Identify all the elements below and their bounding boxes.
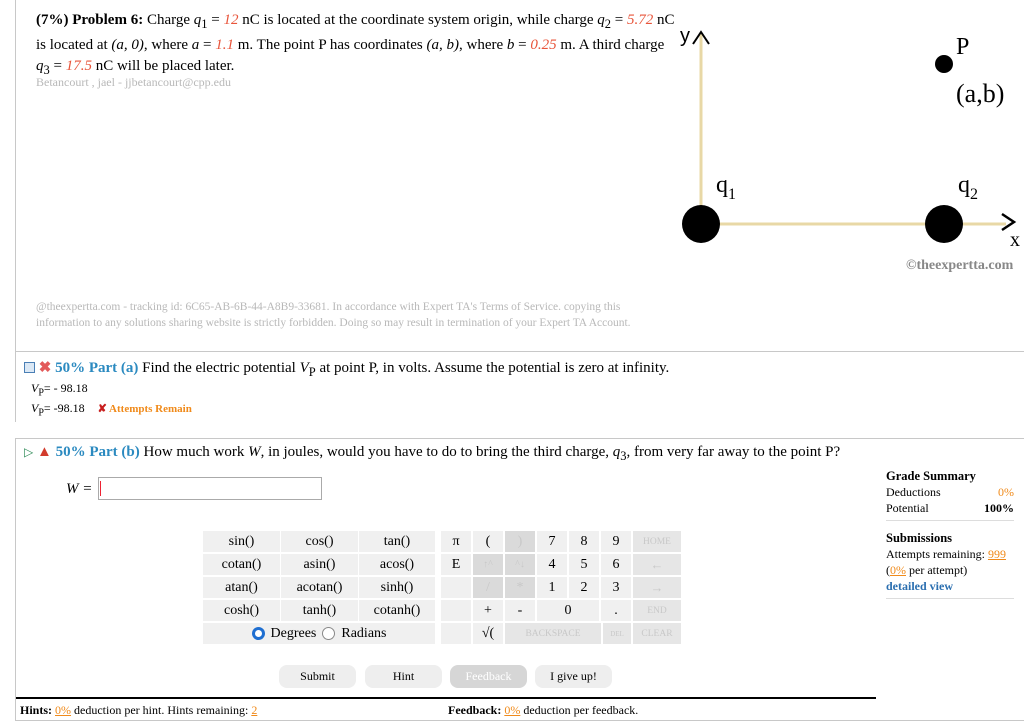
- attempts-status: ✘ Attempts Remain: [97, 403, 192, 415]
- x-axis-label: x: [1010, 229, 1020, 251]
- equals: =: [614, 12, 624, 28]
- part-b-header: [24, 444, 840, 464]
- grade-summary: [886, 469, 1014, 599]
- point-p-label: P: [956, 34, 970, 60]
- tan-button[interactable]: tan(): [359, 531, 435, 552]
- delete-button[interactable]: DEL: [603, 623, 631, 644]
- submissions-title: Submissions: [886, 531, 953, 545]
- blank-key: [441, 577, 471, 598]
- equals: =: [211, 12, 220, 28]
- atan-button[interactable]: atan(): [203, 577, 280, 598]
- grade-summary-title: Grade Summary: [886, 469, 976, 483]
- author-line: Betancourt , jael - jjbetancourt@cpp.edu: [36, 75, 231, 89]
- statement-text: , where: [459, 37, 504, 53]
- x-axis-arrow-icon: [1002, 214, 1014, 230]
- pi-button[interactable]: π: [441, 531, 471, 552]
- part-a-percent: 50% Part (a): [55, 360, 139, 376]
- incorrect-icon: ✖: [38, 360, 52, 376]
- cotanh-button[interactable]: cotanh(): [359, 600, 435, 621]
- statement-text: , where: [143, 37, 189, 53]
- statement-text: m. The point P has coordinates: [237, 37, 423, 53]
- angle-mode-selector: [203, 623, 435, 644]
- digit-0-button[interactable]: 0: [537, 600, 599, 621]
- degrees-radio[interactable]: [252, 627, 265, 640]
- q1-value: 12: [223, 12, 239, 28]
- y-axis-label: y: [680, 25, 690, 47]
- submit-button[interactable]: Submit: [279, 665, 356, 688]
- point-p-coords: (a,b): [956, 79, 1005, 108]
- diagram-svg: [676, 22, 1024, 280]
- attempts-info: Attempts remaining: 999: [886, 547, 1006, 561]
- cos-button[interactable]: cos(): [281, 531, 358, 552]
- right-arrow-button[interactable]: →: [633, 577, 681, 598]
- coordinate-a0: (a, 0): [111, 37, 144, 53]
- open-paren-button[interactable]: (: [473, 531, 503, 552]
- digit-5-button[interactable]: 5: [569, 554, 599, 575]
- q2-symbol: q: [597, 12, 605, 28]
- acos-button[interactable]: acos(): [359, 554, 435, 575]
- digit-4-button[interactable]: 4: [537, 554, 567, 575]
- answer-input[interactable]: [98, 477, 322, 500]
- collapse-icon[interactable]: [24, 362, 35, 373]
- part-b-question: How much work W, in joules, would you have to do to bring the third charge, $q_3$, from very far away to the point P?: [143, 444, 841, 463]
- q1-subscript: 1: [201, 17, 208, 31]
- feedback-button[interactable]: Feedback: [450, 665, 527, 688]
- give-up-button[interactable]: I give up!: [535, 665, 612, 688]
- end-button[interactable]: END: [633, 600, 681, 621]
- hints-info: Hints: 0% deduction per hint. Hints remaining: 2: [20, 703, 258, 717]
- part-a-header: [24, 358, 669, 380]
- cosh-button[interactable]: cosh(): [203, 600, 280, 621]
- feedback-info: Feedback: 0% deduction per feedback.: [448, 703, 639, 717]
- digit-7-button[interactable]: 7: [537, 531, 567, 552]
- digit-9-button[interactable]: 9: [601, 531, 631, 552]
- close-paren-button[interactable]: ): [505, 531, 535, 552]
- q1-label: $q_1$: [716, 172, 736, 203]
- digit-3-button[interactable]: 3: [601, 577, 631, 598]
- part-a-question: Find the electric potential $V_P$ at point P, in volts. Assume the potential is zero at infinity.: [142, 360, 670, 379]
- degrees-label: Degrees: [270, 625, 317, 641]
- q1-symbol: q: [193, 12, 202, 28]
- charge-diagram: [676, 22, 1024, 280]
- backspace-button[interactable]: BACKSPACE: [505, 623, 601, 644]
- per-attempt-info: (0% per attempt): [886, 563, 968, 577]
- statement-text: nC will be placed later.: [95, 58, 235, 74]
- error-icon: ✘: [97, 403, 107, 415]
- equals: =: [203, 37, 212, 53]
- problem-weight: (7%): [36, 12, 69, 28]
- statement-text: Charge: [146, 12, 191, 28]
- equals: =: [518, 37, 527, 53]
- expand-arrow-icon[interactable]: ▷: [24, 445, 34, 459]
- answer-label: W =: [66, 481, 93, 497]
- acotan-button[interactable]: acotan(): [281, 577, 358, 598]
- sqrt-button[interactable]: √(: [473, 623, 503, 644]
- text-caret: [100, 481, 101, 496]
- power-up-button[interactable]: ↑^: [473, 554, 503, 575]
- statement-text: nC is located at: [36, 12, 675, 53]
- digit-6-button[interactable]: 6: [601, 554, 631, 575]
- e-button[interactable]: E: [441, 554, 471, 575]
- equals: =: [53, 58, 62, 74]
- problem-panel: [15, 0, 1024, 352]
- coordinate-ab: (a, b): [426, 37, 459, 53]
- blank-key: [441, 623, 471, 644]
- answer-history-2: $V_P= -98.18$ ✘ Attempts Remain: [31, 401, 192, 419]
- deductions-row: Deductions 0%: [886, 485, 1014, 499]
- statement-text: m. A third charge: [560, 37, 665, 53]
- part-a-panel: [15, 352, 1024, 422]
- point-p: [935, 55, 953, 73]
- cotan-button[interactable]: cotan(): [203, 554, 280, 575]
- hints-bar: [16, 697, 876, 722]
- problem-title: Problem 6:: [72, 12, 144, 28]
- q2-value: 5.72: [627, 12, 654, 28]
- divide-button[interactable]: /: [473, 577, 503, 598]
- digit-2-button[interactable]: 2: [569, 577, 599, 598]
- warning-icon: ▲: [36, 444, 52, 460]
- detailed-view-link[interactable]: detailed view: [886, 579, 953, 593]
- asin-button[interactable]: asin(): [281, 554, 358, 575]
- q3-value: 17.5: [65, 58, 92, 74]
- q3-symbol: q: [36, 58, 44, 74]
- divider: [886, 520, 1014, 521]
- part-b-panel: [15, 438, 1024, 721]
- a-value: 1.1: [215, 37, 235, 53]
- minus-button[interactable]: -: [505, 600, 535, 621]
- answer-history-1: $V_P= - 98.18$: [31, 381, 88, 399]
- b-value: 0.25: [530, 37, 557, 53]
- q2-label: $q_2$: [958, 172, 978, 203]
- statement-text: nC is located at the coordinate system origin, while charge: [242, 12, 594, 28]
- digit-8-button[interactable]: 8: [569, 531, 599, 552]
- problem-statement: [36, 10, 676, 81]
- a-symbol: a: [191, 37, 200, 53]
- potential-row: Potential 100%: [886, 501, 1014, 515]
- q2-charge: [925, 205, 963, 243]
- sin-button[interactable]: sin(): [203, 531, 280, 552]
- radians-label: Radians: [341, 625, 387, 641]
- plus-button[interactable]: +: [473, 600, 503, 621]
- b-symbol: b: [506, 37, 515, 53]
- part-b-percent: 50% Part (b): [55, 444, 140, 460]
- radians-radio[interactable]: [322, 627, 335, 640]
- q1-charge: [682, 205, 720, 243]
- q3-subscript: 3: [43, 63, 50, 77]
- home-button[interactable]: HOME: [633, 531, 681, 552]
- left-arrow-button[interactable]: ←: [633, 554, 681, 575]
- blank-key: [441, 600, 471, 621]
- tracking-notice: @theexpertta.com - tracking id: 6C65-AB-6B-44-A8B9-33681. In accordance with Expert TA's Terms of Service. copying this information to any solutions sharing website is strictly forbidden. Doing so may result in termination of your Expert TA Account.: [36, 301, 631, 329]
- tanh-button[interactable]: tanh(): [281, 600, 358, 621]
- hint-button[interactable]: Hint: [365, 665, 442, 688]
- digit-1-button[interactable]: 1: [537, 577, 567, 598]
- clear-button[interactable]: CLEAR: [633, 623, 681, 644]
- divider: [886, 598, 1014, 599]
- multiply-button[interactable]: *: [505, 577, 535, 598]
- copyright-label: ©theexpertta.com: [906, 258, 1014, 273]
- sinh-button[interactable]: sinh(): [359, 577, 435, 598]
- decimal-button[interactable]: .: [601, 600, 631, 621]
- q2-subscript: 2: [604, 17, 612, 31]
- power-down-button[interactable]: ^↓: [505, 554, 535, 575]
